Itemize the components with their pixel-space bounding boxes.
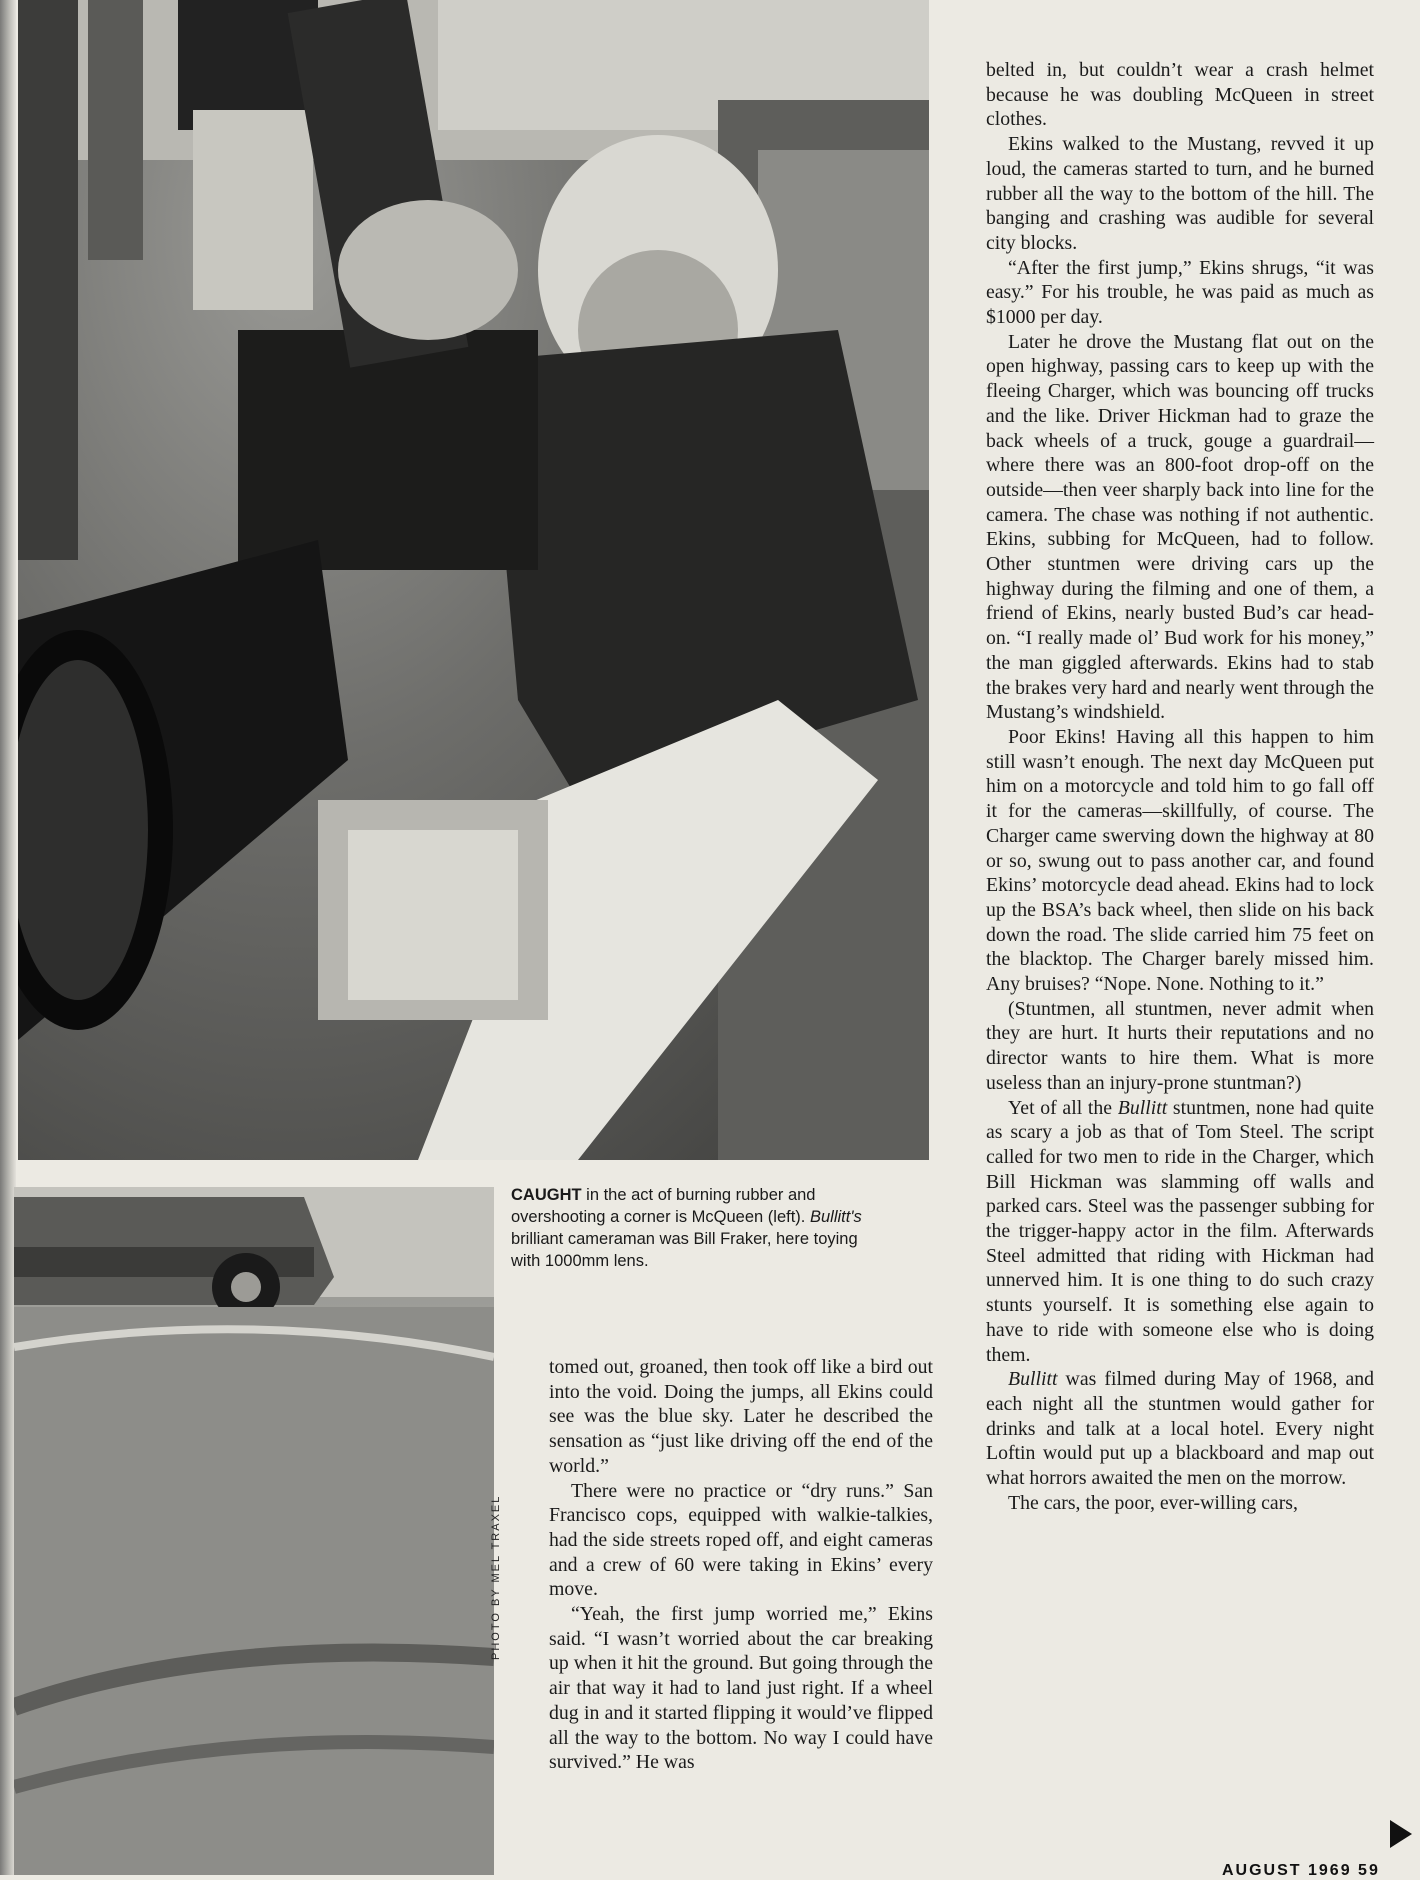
paragraph: (Stuntmen, all stuntmen, never admit when they are hurt. It hurts their reputations and no director wants to hire them. What is more useless than an injury-prone stuntman?) <box>986 997 1374 1094</box>
photo-cameraman-with-lens <box>18 0 929 1160</box>
film-title: Bullitt <box>1008 1368 1058 1391</box>
paragraph <box>986 1096 1374 1368</box>
paragraph-part: stuntmen, none had quite as scary a job as that of Tom Steel. The script called for two men to ride in the Charger, which Bill Hickman was slamming off walls and parked cars. Steel was the passenger subbing for the trigger-happy actor in the film. Afterwards Steel admitted that riding with Hickman had unnerved him. It is one thing to do such crazy stunts yourself. It is something else again to have to ride with someone else who is doing them. <box>986 1096 1374 1366</box>
paragraph: “After the first jump,” Ekins shrugs, “it was easy.” For his trouble, he was paid as much as $1000 per day. <box>986 256 1374 329</box>
continue-arrow-icon <box>1390 1820 1412 1848</box>
caption-text-1: in the act of burning rubber and overshooting a corner is McQueen (left). <box>511 1186 816 1226</box>
photo-credit: PHOTO BY MEL TRAXEL <box>490 1494 502 1660</box>
caption-lead: CAUGHT <box>511 1186 582 1204</box>
photo-caption <box>511 1184 871 1272</box>
paragraph-part: was filmed during May of 1968, and each night all the stuntmen would gather for drinks and talk at a local hotel. Every night Loftin would put up a blackboard and map out what horrors awaited the men on the morrow. <box>986 1368 1374 1490</box>
caption-text-2: brilliant cameraman was Bill Fraker, here toying with 1000mm lens. <box>511 1230 858 1270</box>
paragraph: “Yeah, the first jump worried me,” Ekins said. “I wasn’t worried about the car breaking up when it hit the ground. But going through the air that way it had to land just right. If a wheel dug in and it started flipping it would’ve flipped all the way to the bottom. No way I could have survived.” He was <box>549 1603 933 1774</box>
caption-film-title: Bullitt's <box>809 1208 862 1226</box>
paragraph: The cars, the poor, ever-willing cars, <box>1008 1491 1298 1514</box>
paragraph: Later he drove the Mustang flat out on the open highway, passing cars to keep up with the fleeing Charger, which was bouncing off trucks and the like. Driver Hickman had to graze the back wheels of a truck, gouge a guardrail—where there was an 800-foot drop-off on the outside—then veer sharply back into line for the camera. The chase was nothing if not authentic. Ekins, subbing for McQueen, had to follow. Other stuntmen were driving cars up the highway during the filming and one of them, a friend of Ekins, nearly busted Bud’s car head-on. “I really made ol’ Bud work for his money,” the man giggled afterwards. Ekins had to stab the brakes very hard and nearly went through the Mustang’s windshield. <box>986 330 1374 724</box>
article-middle-column <box>549 1355 933 1775</box>
paragraph: There were no practice or “dry runs.” San Francisco cops, equipped with walkie-talkies, had the side streets roped off, and eight cameras and a crew of 60 were taking in Ekins’ every move. <box>549 1479 933 1601</box>
paragraph: Ekins walked to the Mustang, revved it up loud, the cameras started to turn, and he burned rubber all the way to the bottom of the hill. The banging and crashing was audible for several city blocks. <box>986 133 1374 254</box>
film-title: Bullitt <box>1117 1096 1168 1119</box>
paragraph: belted in, but couldn’t wear a crash helmet because he was doubling McQueen in street clothes. <box>986 59 1374 131</box>
paragraph: tomed out, groaned, then took off like a bird out into the void. Doing the jumps, all Ekins could see was the blue sky. Later he described the sensation as “just like driving off the end of the world.” <box>549 1356 933 1477</box>
paragraph: Poor Ekins! Having all this happen to him still wasn’t enough. The next day McQueen put him on a motorcycle and told him to go fall off it for the cameras—skillfully, of course. The Charger came swerving down the highway at 80 or so, swung out to pass another car, and found Ekins’ motorcycle dead ahead. Ekins had to lock up the BSA’s back wheel, then slide on his back down the road. The slide carried him 75 feet on the blacktop. The Charger barely missed him. Any bruises? “Nope. None. Nothing to it.” <box>986 725 1374 996</box>
page-footer: AUGUST 1969 59 <box>1222 1862 1380 1879</box>
article-right-column <box>986 58 1374 1515</box>
paragraph <box>986 1367 1374 1491</box>
photo-car-on-street <box>14 1187 494 1875</box>
paragraph-part: Yet of all the <box>1008 1096 1118 1119</box>
